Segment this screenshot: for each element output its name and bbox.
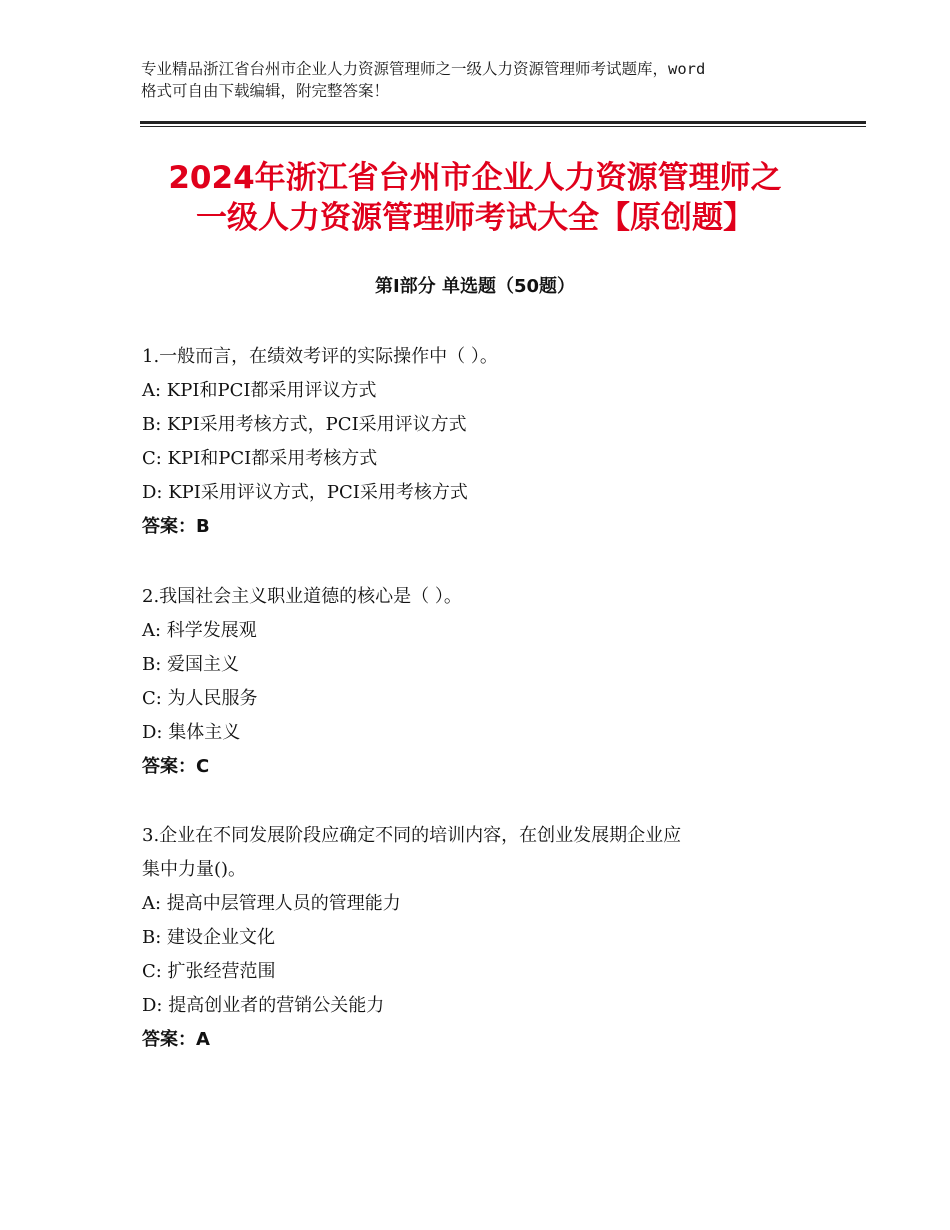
option-a: A: 科学发展观 — [142, 620, 257, 641]
question-2 — [142, 580, 862, 784]
header-note-line-1: 专业精品浙江省台州市企业人力资源管理师之一级人力资源管理师考试题库，word — [141, 60, 706, 78]
title-line-2: 一级人力资源管理师考试大全【原创题】 — [196, 200, 754, 236]
question-stem: 2.我国社会主义职业道德的核心是（ ）。 — [142, 586, 462, 607]
option-d: D: KPI采用评议方式，PCI采用考核方式 — [142, 482, 468, 503]
option-a: A: 提高中层管理人员的管理能力 — [142, 893, 401, 914]
option-b: B: KPI采用考核方式，PCI采用评议方式 — [142, 414, 467, 435]
header-divider-thin — [140, 126, 866, 127]
answer: 答案：C — [142, 756, 210, 777]
option-d: D: 集体主义 — [142, 722, 241, 743]
header-note-line-2: 格式可自由下载编辑，附完整答案！ — [141, 82, 390, 100]
question-stem-line-2: 集中力量()。 — [142, 859, 247, 880]
header-note — [141, 58, 841, 102]
option-d: D: 提高创业者的营销公关能力 — [142, 995, 385, 1016]
option-b: B: 建设企业文化 — [142, 927, 276, 948]
title-line-1: 2024年浙江省台州市企业人力资源管理师之 — [168, 160, 782, 196]
question-stem: 1.一般而言，在绩效考评的实际操作中（ ）。 — [142, 346, 498, 367]
question-stem-line-1: 3.企业在不同发展阶段应确定不同的培训内容，在创业发展期企业应 — [142, 825, 682, 846]
option-c: C: 为人民服务 — [142, 688, 258, 709]
question-1 — [142, 340, 862, 544]
header-divider-thick — [140, 121, 866, 124]
document-title — [100, 158, 850, 238]
option-a: A: KPI和PCI都采用评议方式 — [142, 380, 377, 401]
option-b: B: 爱国主义 — [142, 654, 240, 675]
section-heading: 第Ⅰ部分 单选题（50题） — [374, 276, 575, 297]
question-3 — [142, 819, 862, 1057]
option-c: C: 扩张经营范围 — [142, 961, 276, 982]
option-c: C: KPI和PCI都采用考核方式 — [142, 448, 378, 469]
answer: 答案：B — [142, 516, 210, 537]
answer: 答案：A — [142, 1029, 210, 1050]
